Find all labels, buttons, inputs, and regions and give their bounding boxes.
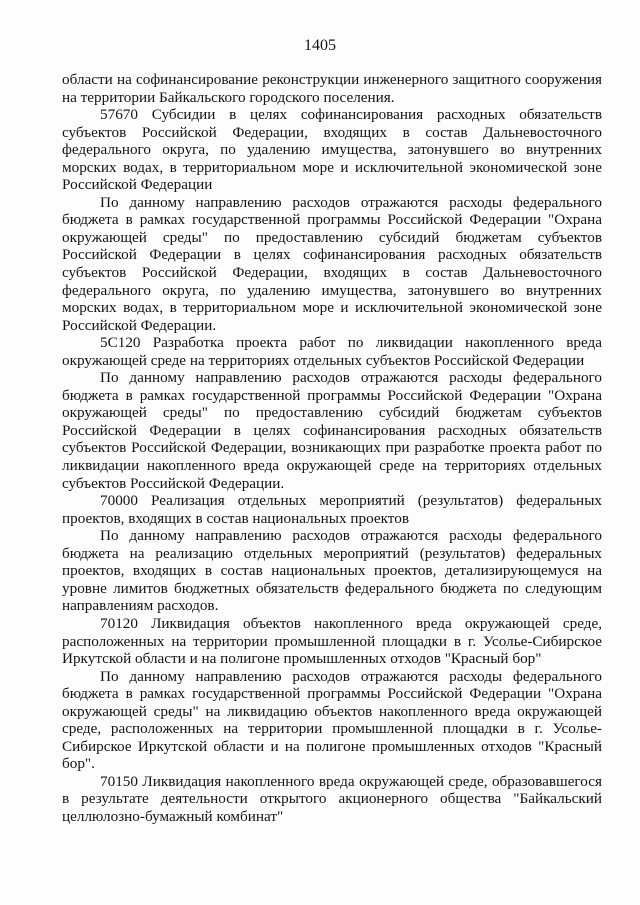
paragraph-description: По данному направлению расходов отражаются расходы федерального бюджета на реализацию отдельных мероприятий (результатов) федеральных проектов, входящих в состав национальных проектов, детализирующемуся на уровне лимитов бюджетных обязательств федерального бюджета по следующим направлениям расходов. bbox=[62, 527, 602, 615]
paragraph-code-57670: 57670 Субсидии в целях софинансирования расходных обязательств субъектов Российской Федерации, входящих в состав Дальневосточного федерального округа, по удалению имущества, затонувшего во внутренних морских водах, в территориальном море и исключительной экономической зоне Российской Федерации bbox=[62, 106, 602, 194]
paragraph-code-70150: 70150 Ликвидация накопленного вреда окружающей среде, образовавшегося в результате деятельности открытого акционерного общества "Байкальский целлюлозно-бумажный комбинат" bbox=[62, 772, 602, 825]
page-number: 1405 bbox=[304, 37, 336, 54]
document-body bbox=[62, 71, 602, 826]
paragraph-description: По данному направлению расходов отражаются расходы федерального бюджета в рамках государственной программы Российской Федерации "Охрана окружающей среды" по предоставлению субсидий бюджетам субъектов Российской Федерации в целях софинансирования расходных обязательств субъектов Российской Федерации, входящих в состав Дальневосточного федерального округа, по удалению имущества, затонувшего во внутренних морских водах, в территориальном море и исключительной экономической зоне Российской Федерации. bbox=[62, 193, 602, 334]
paragraph-continuation: области на софинансирование реконструкции инженерного защитного сооружения на территории Байкальского городского поселения. bbox=[62, 71, 602, 106]
paragraph-code-5c120: 5С120 Разработка проекта работ по ликвидации накопленного вреда окружающей среде на территориях отдельных субъектов Российской Федерации bbox=[62, 334, 602, 369]
paragraph-code-70000: 70000 Реализация отдельных мероприятий (результатов) федеральных проектов, входящих в состав национальных проектов bbox=[62, 492, 602, 527]
paragraph-description: По данному направлению расходов отражаются расходы федерального бюджета в рамках государственной программы Российской Федерации "Охрана окружающей среды" на ликвидацию объектов накопленного вреда окружающей среде, расположенных на территории промышленной площадки в г. Усолье-Сибирское Иркутской области и на полигоне промышленных отходов "Красный бор". bbox=[62, 667, 602, 773]
paragraph-description: По данному направлению расходов отражаются расходы федерального бюджета в рамках государственной программы Российской Федерации "Охрана окружающей среды" по предоставлению субсидий бюджетам субъектов Российской Федерации в целях софинансирования расходных обязательств субъектов Российской Федерации, возникающих при разработке проекта работ по ликвидации накопленного вреда окружающей среде на территориях отдельных субъектов Российской Федерации. bbox=[62, 369, 602, 492]
paragraph-code-70120: 70120 Ликвидация объектов накопленного вреда окружающей среде, расположенных на территории промышленной площадки в г. Усолье-Сибирское Иркутской области и на полигоне промышленных отходов "Красный бор" bbox=[62, 614, 602, 668]
